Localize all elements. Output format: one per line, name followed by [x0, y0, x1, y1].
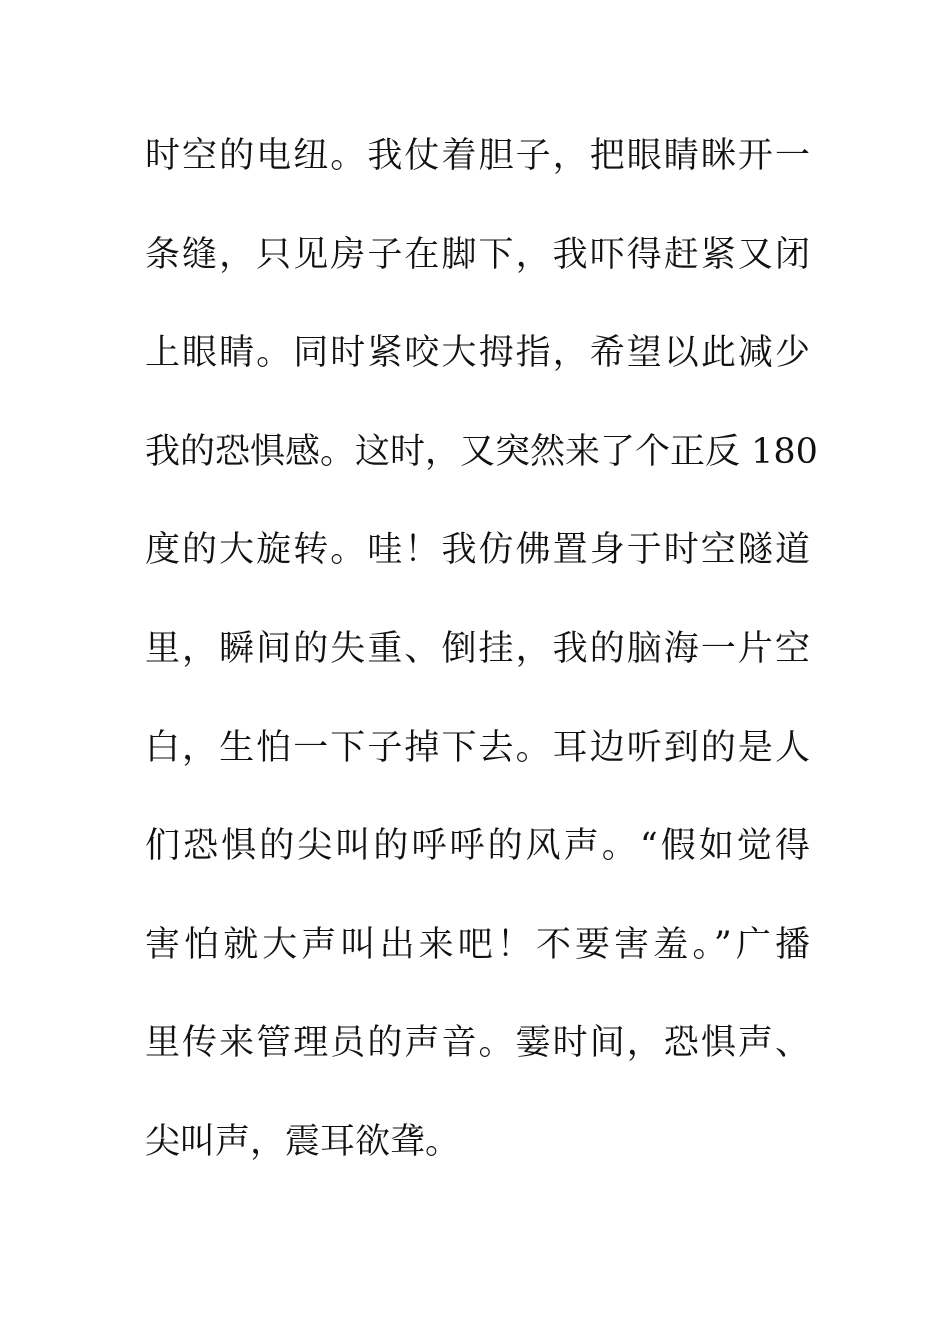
text-line: 时空的电纽。我仗着胆子，把眼睛眯开一 — [145, 136, 810, 176]
text-line: 条缝，只见房子在脚下，我吓得赶紧又闭 — [145, 234, 810, 275]
text-line: 害怕就大声叫出来吧！不要害羞。”广播 — [145, 924, 810, 965]
text-line: 上眼睛。同时紧咬大拇指，希望以此减少 — [145, 333, 810, 374]
text-line: 尖叫声，震耳欲聋。 — [145, 1121, 461, 1162]
text-line: 里传来管理员的声音。霎时间，恐惧声、 — [145, 1023, 810, 1064]
text-line: 我的恐惧感。这时，又突然来了个正反 180 — [145, 431, 818, 472]
text-line: 白，生怕一下子掉下去。耳边听到的是人 — [145, 727, 810, 768]
text-line: 们恐惧的尖叫的呼呼的风声。“假如觉得 — [145, 826, 810, 867]
text-line: 里，瞬间的失重、倒挂，我的脑海一片空 — [145, 628, 810, 669]
text-line: 度的大旋转。哇！我仿佛置身于时空隧道 — [145, 530, 810, 571]
paragraph — [145, 125, 818, 1210]
